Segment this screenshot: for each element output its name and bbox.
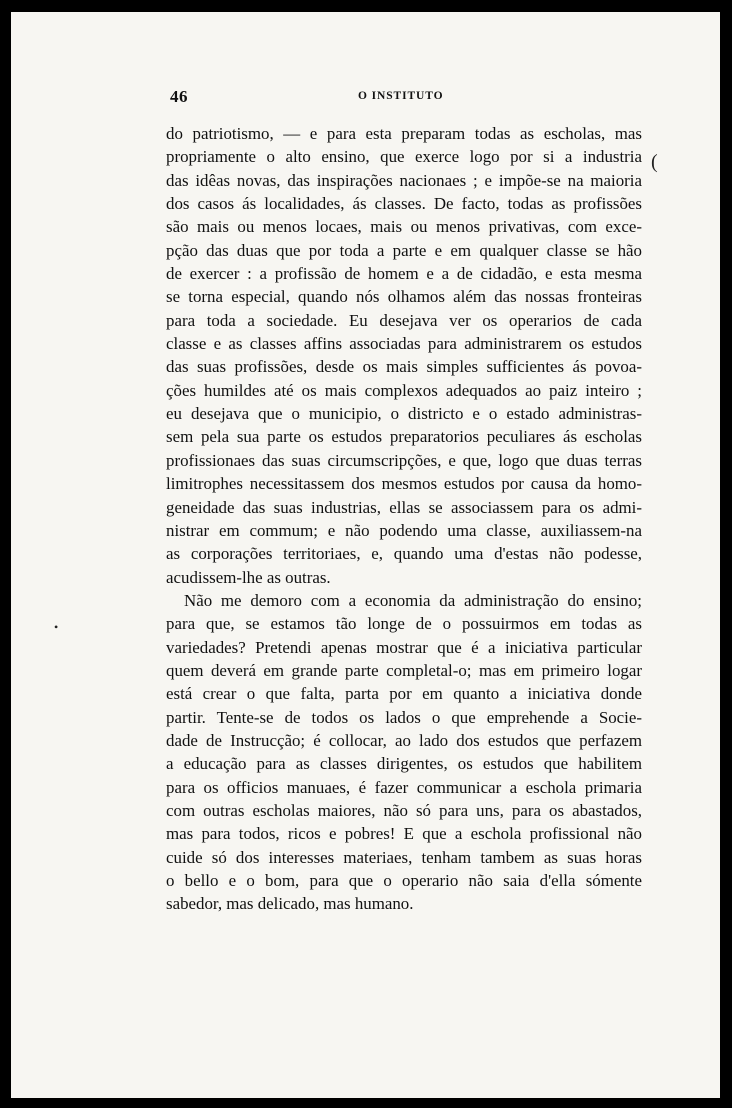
text-line: para que, se estamos tão longe de o possuirmos em todas as [166, 614, 642, 634]
running-title: O INSTITUTO [358, 90, 444, 102]
text-line: a educação para as classes dirigentes, os estudos que habilitem [166, 754, 642, 774]
text-line: geneidade das suas industrias, ellas se associassem para os admi- [166, 497, 642, 517]
text-line: partir. Tente-se de todos os lados o que emprehende a Socie- [166, 707, 642, 727]
paragraph-start-line: Não me demoro com a economia da administração do ensino; [184, 590, 642, 610]
text-line: o bello e o bom, para que o operario não saia d'ella sómente [166, 871, 642, 890]
text-line: para toda a sociedade. Eu desejava ver os operarios de cada [166, 310, 642, 330]
text-line: do patriotismo, — e para esta preparam todas as escholas, mas [166, 124, 642, 143]
margin-mark-left: • [54, 620, 59, 634]
text-line: ções humildes até os mais complexos adequados ao paiz inteiro ; [166, 380, 642, 400]
text-line: com outras escholas maiores, não só para uns, para os abastados, [166, 800, 642, 820]
text-line: propriamente o alto ensino, que exerce logo por si a industria [166, 147, 642, 167]
text-line: mas para todos, ricos e pobres! E que a eschola profissional não [166, 824, 642, 844]
text-line: dos casos ás localidades, ás classes. De facto, todas as profissões [166, 194, 642, 214]
text-line: das suas profissões, desde os mais simples sufficientes ás povoa- [166, 357, 642, 377]
text-line: são mais ou menos locaes, mais ou menos privativas, com exce- [166, 217, 642, 237]
text-line: profissionaes das suas circumscripções, e que, logo que duas terras [166, 450, 642, 470]
margin-mark-right: ( [651, 151, 658, 173]
page-number: 46 [170, 87, 188, 106]
text-line: está crear o que falta, parta por em quanto a iniciativa donde [166, 684, 642, 704]
paragraph-end-line: acudissem-lhe as outras. [166, 567, 331, 587]
text-line: cuide só dos interesses materiaes, tenham tambem as suas horas [166, 847, 642, 867]
text-line: variedades? Pretendi apenas mostrar que é a iniciativa particular [166, 637, 642, 657]
text-line: para os officios manuaes, é fazer communicar a eschola primaria [166, 777, 642, 797]
text-line: quem deverá em grande parte completal-o; mas em primeiro logar [166, 660, 642, 680]
paragraph-end-line: sabedor, mas delicado, mas humano. [166, 894, 414, 914]
text-line: limitrophes necessitassem dos mesmos estudos por causa da homo- [166, 474, 642, 494]
text-line: as corporações territoriaes, e, quando uma d'estas não podesse, [166, 544, 642, 564]
text-line: dade de Instrucção; é collocar, ao lado dos estudos que perfazem [166, 730, 642, 750]
text-line: pção das duas que por toda a parte e em qualquer classe se hão [166, 240, 642, 260]
text-line: das idêas novas, das inspirações nacionaes ; e impõe-se na maioria [166, 170, 642, 190]
text-line: de exercer : a profissão de homem e a de cidadão, e esta mesma [166, 264, 642, 284]
text-line: se torna especial, quando nós olhamos além das nossas fronteiras [166, 287, 642, 307]
text-line: nistrar em commum; e não podendo uma classe, auxiliassem-na [166, 520, 642, 540]
text-line: classe e as classes affins associadas para administrarem os estudos [166, 334, 642, 354]
text-line: sem pela sua parte os estudos preparatorios peculiares ás escholas [166, 427, 642, 447]
body-text [166, 122, 642, 916]
text-line: eu desejava que o municipio, o districto e o estado administras- [166, 404, 642, 424]
page-header [170, 87, 640, 107]
